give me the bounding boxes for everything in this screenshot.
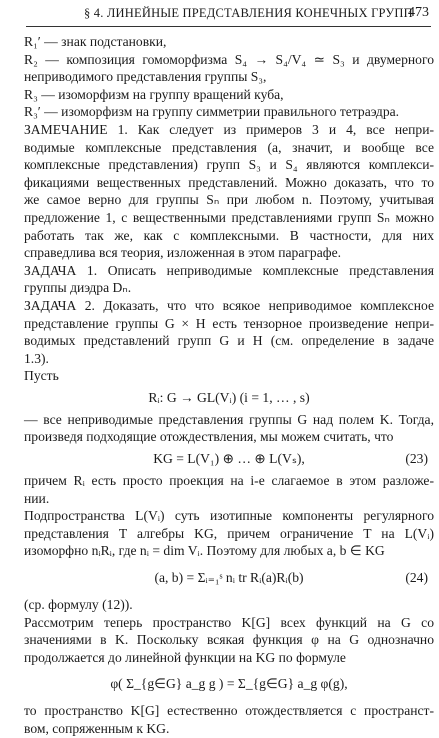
text-line: ЗАМЕЧАНИЕ 1. Как следует из примеров 3 и 4, все непри- (24, 121, 434, 137)
equation-number: (24) (405, 570, 428, 586)
text-line: же самое верно для группы Sₙ при любом n. Поэтому, учитывая (24, 192, 434, 208)
text-line: значениями в K. Поскольку всякая функция φ на G однозначно (24, 632, 434, 648)
formula-text: KG = L(V₁) ⊕ … ⊕ L(Vₛ), (153, 451, 305, 467)
text-line: группы диэдра Dₙ. (24, 280, 132, 296)
text-line: вом, сопряженным к KG. (24, 721, 170, 736)
text-line: R₃ — изоморфизм на группу вращений куба, (24, 86, 284, 102)
text-line: фикациями вещественных представлений. Можно доказать, что то (24, 174, 434, 190)
running-header (0, 0, 439, 30)
text-line: представление группы G × H есть тензорное произведение непри- (24, 315, 434, 331)
text-line: справедлива вся теория, изложенная в этом параграфе. (24, 245, 341, 261)
display-formula (24, 666, 434, 702)
text-line: нии. (24, 490, 50, 506)
text-line: то пространство K[G] естественно отождествляется с пространст- (24, 703, 434, 719)
text-line: комплексные представления) групп S₃ и S₄ являются комплекси- (24, 157, 434, 173)
text-line: Подпространства L(Vᵢ) суть изотипные компоненты регулярного (24, 508, 434, 524)
text-line: работать так же, как с комплексными. В частности, для них (24, 227, 434, 243)
section-title: § 4. ЛИНЕЙНЫЕ ПРЕДСТАВЛЕНИЯ КОНЕЧНЫХ ГРУПП (84, 6, 413, 20)
formula-text: Rᵢ: G → GL(Vᵢ) (i = 1, … , s) (148, 389, 310, 405)
text-line: причем Rᵢ есть просто проекция на i-е слагаемое в этом разложе- (24, 473, 434, 489)
text-line: R₃′ — изоморфизм на группу симметрии правильного тетраэдра. (24, 104, 400, 120)
header-rule (26, 26, 431, 27)
display-formula (24, 385, 434, 411)
text-line: предложение 1, с вещественными представлениями групп Sₙ можно (24, 209, 434, 225)
formula-text: φ( Σ_{g∈G} a_g g ) = Σ_{g∈G} a_g φ(g), (110, 676, 348, 692)
text-line: водимых представлений групп G и H (см. определение в задаче (24, 333, 434, 349)
text-line: (ср. формулу (12)). (24, 597, 133, 613)
text-line: неприводимого представления группы S₃, (24, 69, 267, 85)
text-line: изоморфно nᵢRᵢ, где nᵢ = dim Vᵢ. Поэтому для любых a, b ∈ KG (24, 543, 385, 559)
text-line: R₁′ — знак подстановки, (24, 34, 167, 49)
text-line: Рассмотрим теперь пространство K[G] всех функций на G со (24, 614, 434, 630)
display-formula (24, 446, 434, 472)
text-line: 1.3). (24, 350, 49, 366)
text-line: ЗАДАЧА 1. Описать неприводимые комплексные представления (24, 262, 434, 278)
equation-number: (23) (405, 451, 428, 467)
formula-text: (a, b) = Σᵢ₌₁ˢ nᵢ tr Rᵢ(a)Rᵢ(b) (154, 570, 304, 586)
text-line: произведя подходящие отождествления, мы можем считать, что (24, 429, 394, 445)
text-line: продолжается до линейной функции на KG по формуле (24, 649, 346, 665)
text-body (24, 33, 434, 738)
page-number: 473 (408, 5, 429, 20)
text-line: R₂ — композиция гомоморфизма S₄ → S₄/V₄ ≃ S₃ и двумерного (24, 51, 434, 67)
text-line: представления T алгебры KG, причем ограничение T на L(Vᵢ) (24, 525, 434, 541)
text-line: Пусть (24, 368, 59, 384)
display-formula (24, 560, 434, 596)
text-line: ЗАДАЧА 2. Доказать, что что всякое неприводимое комплексное (24, 297, 434, 313)
text-line: водимые комплексные представления (а, значит, и вообще все (24, 139, 434, 155)
text-line: — все неприводимые представления группы G над полем K. Тогда, (24, 411, 434, 427)
